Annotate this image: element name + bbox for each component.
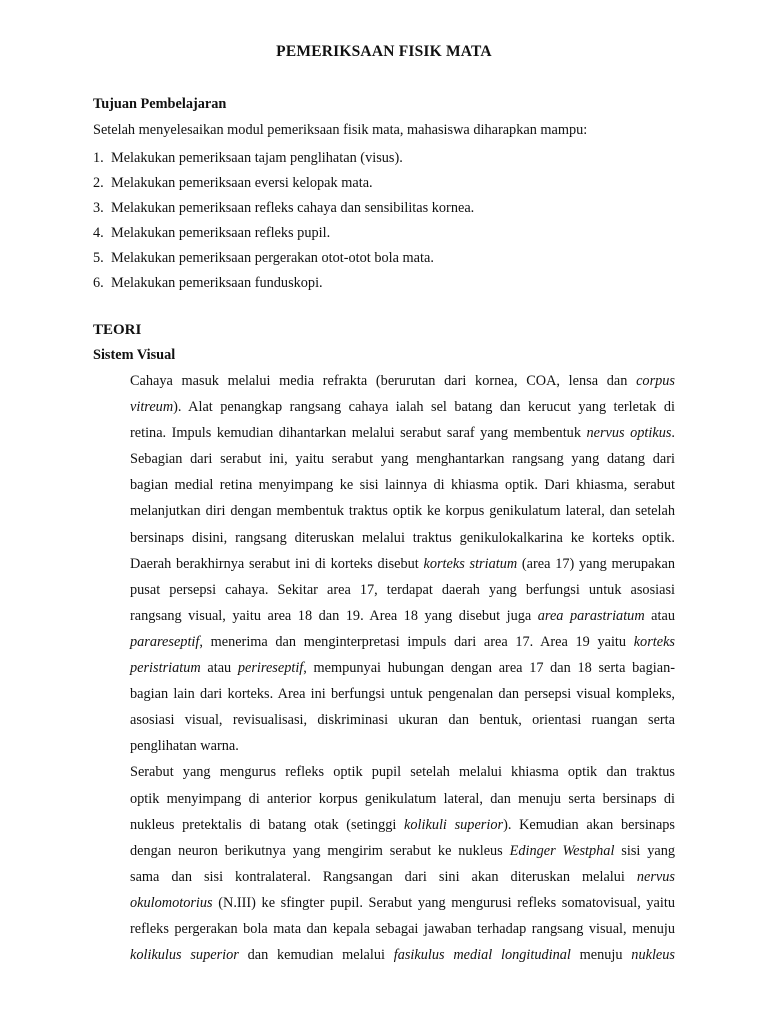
body-line xyxy=(93,629,675,655)
italic-term: area parastriatum xyxy=(537,607,645,624)
text-run: Serabut yang mengurus refleks optik pupil setelah melalui khiasma optik dan traktus xyxy=(130,764,675,781)
body-line xyxy=(93,681,675,707)
body-line xyxy=(93,786,675,812)
objective-text: Melakukan pemeriksaan pergerakan otot-otot bola mata. xyxy=(111,250,434,266)
body-line xyxy=(93,916,675,942)
body-line xyxy=(93,472,675,498)
text-run: ). Kemudian akan bersinaps xyxy=(503,816,675,833)
objective-item xyxy=(93,196,474,221)
text-run: menuju xyxy=(570,947,632,964)
document-title: PEMERIKSAAN FISIK MATA xyxy=(276,43,492,60)
text-run: sisi yang xyxy=(614,842,675,859)
body-line xyxy=(93,812,675,838)
objective-number: 4. xyxy=(93,225,104,241)
objective-text: Melakukan pemeriksaan eversi kelopak mata. xyxy=(111,175,373,191)
text-run: , mempunyai hubungan dengan area 17 dan 18 serta bagian- xyxy=(303,660,675,677)
objectives-intro: Setelah menyelesaikan modul pemeriksaan fisik mata, mahasiswa diharapkan mampu: xyxy=(93,122,588,138)
body-line xyxy=(93,394,675,420)
body-line xyxy=(93,655,675,681)
objective-item xyxy=(93,271,474,296)
body-line xyxy=(93,368,675,394)
text-run: sama dan sisi kontralateral. Rangsangan dari sini akan diteruskan melalui xyxy=(130,868,637,885)
objective-item xyxy=(93,246,474,271)
body-line xyxy=(93,577,675,603)
objectives-heading: Tujuan Pembelajaran xyxy=(93,96,227,112)
italic-term: parareseptif xyxy=(130,633,200,650)
italic-term: fasikulus medial longitudinal xyxy=(393,947,571,964)
text-run: Sebagian dari serabut ini, yaitu serabut yang menghantarkan rangsang yang datang dari xyxy=(130,451,675,468)
objectives-list xyxy=(93,146,474,296)
italic-term: nervus xyxy=(636,868,675,885)
italic-term: korteks xyxy=(633,633,675,650)
body-line xyxy=(93,446,675,472)
body-line xyxy=(93,942,675,968)
body-line xyxy=(93,551,675,577)
objective-text: Melakukan pemeriksaan refleks pupil. xyxy=(111,225,331,241)
text-run: melanjutkan diri dengan membentuk traktus optik ke korpus genikulatum lateral, dan setelah xyxy=(130,503,675,520)
visual-system-subheading: Sistem Visual xyxy=(93,347,176,363)
text-run: pusat persepsi cahaya. Sekitar area 17, terdapat daerah yang berfungsi untuk asosiasi xyxy=(130,581,675,598)
theory-heading: TEORI xyxy=(93,322,142,338)
text-run: refleks pergerakan bola mata dan kepala sebagai jawaban terhadap rangsang visual, menuju xyxy=(130,920,675,937)
text-run: , menerima dan menginterpretasi impuls dari area 17. Area 19 yaitu xyxy=(199,633,634,650)
italic-term: korteks striatum xyxy=(423,555,518,572)
italic-term: nukleus xyxy=(631,947,675,964)
italic-term: okulomotorius xyxy=(130,894,213,911)
text-run: asosiasi visual, revisualisasi, diskriminasi ukuran dan bentuk, orientasi ruangan serta xyxy=(130,712,675,729)
text-run: nukleus pretektalis di batang otak (setinggi xyxy=(130,816,405,833)
objective-number: 6. xyxy=(93,275,104,291)
body-line xyxy=(93,838,675,864)
objective-number: 5. xyxy=(93,250,104,266)
body-line xyxy=(93,525,675,551)
objective-item xyxy=(93,171,474,196)
italic-term: nervus optikus xyxy=(586,425,672,442)
text-run: atau xyxy=(644,607,675,624)
body-paragraph xyxy=(93,368,675,759)
text-run: (area 17) yang merupakan xyxy=(517,555,676,572)
text-run: rangsang visual, yaitu area 18 dan 19. Area 18 yang disebut juga xyxy=(130,607,538,624)
body-line xyxy=(93,759,675,785)
text-run: Cahaya masuk melalui media refrakta (berurutan dari kornea, COA, lensa dan xyxy=(130,373,637,389)
text-run: bagian lain dari korteks. Area ini berfungsi untuk pengenalan dan persepsi visual kompleks, xyxy=(130,686,675,703)
objective-item xyxy=(93,146,474,171)
objective-text: Melakukan pemeriksaan refleks cahaya dan sensibilitas kornea. xyxy=(111,200,475,216)
italic-term: kolikulus superior xyxy=(130,947,239,964)
italic-term: kolikuli superior xyxy=(404,816,504,833)
body-line xyxy=(93,733,675,759)
text-run: bersinaps disini, rangsang diteruskan melalui traktus genikulokalkarina ke korteks optik. xyxy=(130,529,675,546)
objective-text: Melakukan pemeriksaan tajam penglihatan (visus). xyxy=(111,150,403,166)
body-line xyxy=(93,864,675,890)
text-run: retina. Impuls kemudian dihantarkan melalui serabut saraf yang membentuk xyxy=(130,425,587,442)
italic-term: vitreum xyxy=(130,399,174,416)
text-run: dan kemudian melalui xyxy=(238,947,394,964)
objective-number: 1. xyxy=(93,150,104,166)
body-line xyxy=(93,890,675,916)
objective-item xyxy=(93,221,474,246)
objective-text: Melakukan pemeriksaan funduskopi. xyxy=(111,275,323,291)
text-run: ). Alat penangkap rangsang cahaya ialah sel batang dan kerucut yang terletak di xyxy=(173,399,675,416)
body-line xyxy=(93,498,675,524)
italic-term: corpus xyxy=(636,373,675,389)
text-run: . xyxy=(671,425,675,442)
text-run: penglihatan warna. xyxy=(130,738,239,755)
body-paragraph xyxy=(93,759,675,968)
body-line xyxy=(93,603,675,629)
body-line xyxy=(93,707,675,733)
objective-number: 2. xyxy=(93,175,104,191)
text-run: dengan neuron berikutnya yang mengirim serabut ke nukleus xyxy=(130,842,510,859)
italic-term: peristriatum xyxy=(130,660,201,677)
text-run: atau xyxy=(200,660,238,677)
text-run: (N.III) ke sfingter pupil. Serabut yang mengurusi refleks somatovisual, yaitu xyxy=(212,894,675,911)
italic-term: Edinger Westphal xyxy=(509,842,615,859)
objective-number: 3. xyxy=(93,200,104,216)
text-run: Daerah berakhirnya serabut ini di korteks disebut xyxy=(130,555,424,572)
text-run: bagian medial retina menyimpang ke sisi lainnya di khiasma optik. Dari khiasma, serabut xyxy=(130,477,675,494)
body-line xyxy=(93,420,675,446)
text-run: optik menyimpang di anterior korpus genikulatum lateral, dan menuju serta bersinaps di xyxy=(130,790,675,807)
theory-body xyxy=(93,368,675,968)
italic-term: perireseptif xyxy=(237,660,304,677)
